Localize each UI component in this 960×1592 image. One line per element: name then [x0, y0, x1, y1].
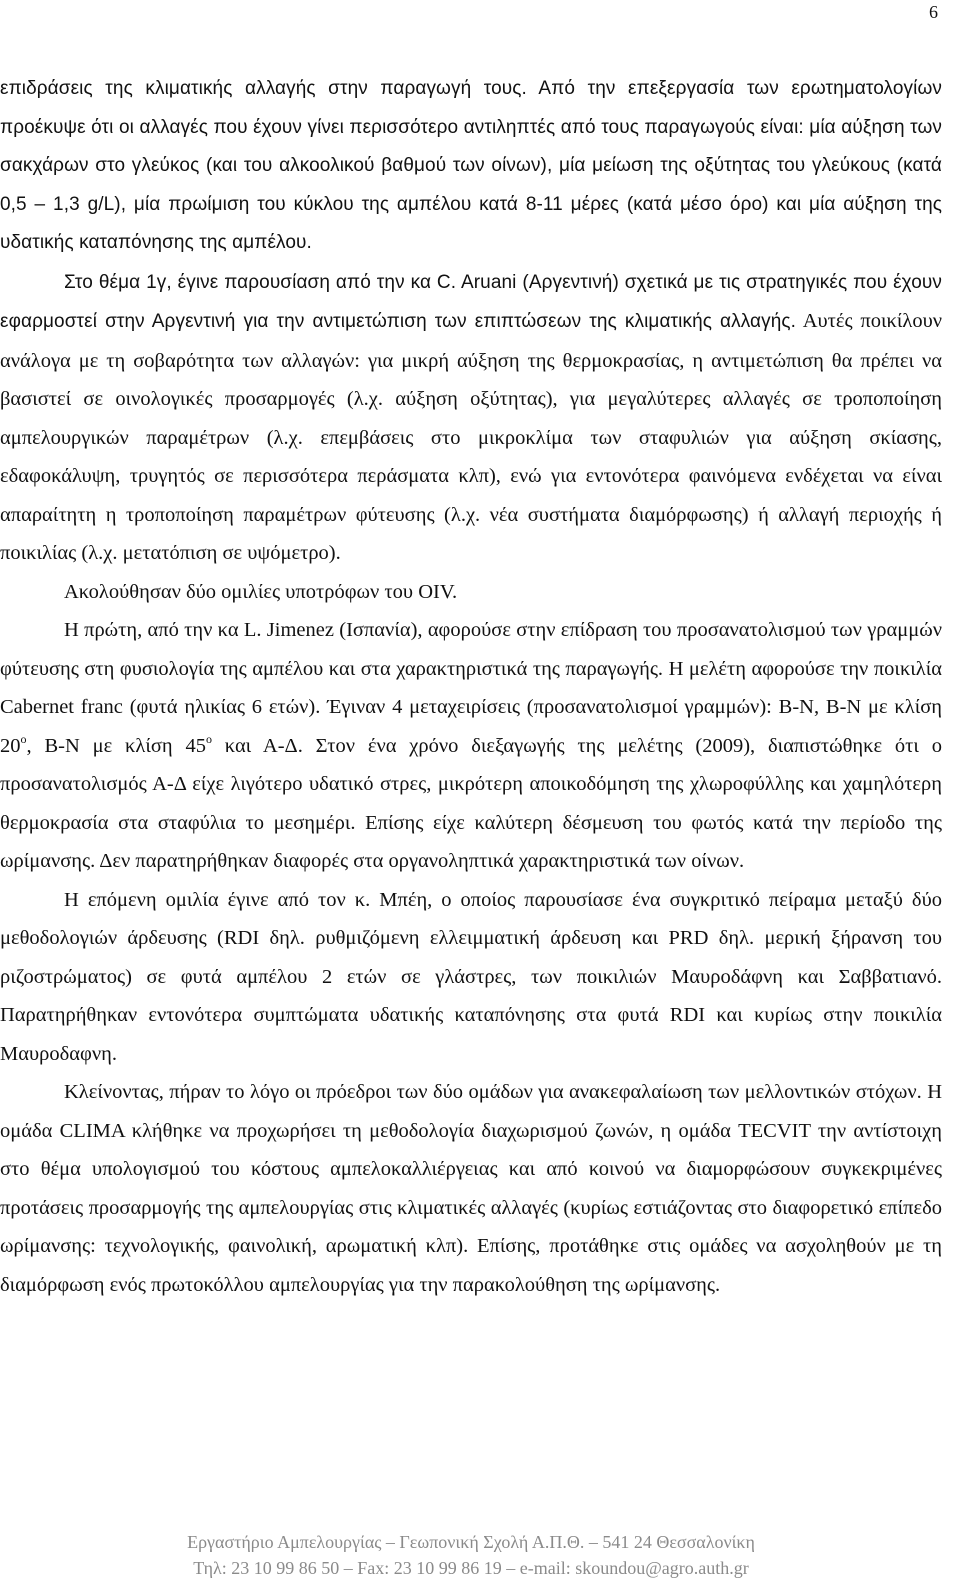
- paragraph-bei-study: Η επόμενη ομιλία έγινε από τον κ. Μπέη, ο οποίος παρουσίασε ένα συγκριτικό πείραμα μεταξύ δύο μεθοδολογιών άρδευσης (RDI δηλ. ρυθμιζόμενη ελλειμματική άρδευση και PRD δηλ. μερική ξήρανση του ριζοστρώματος) σε φυτά αμπέλου 2 ετών σε γλάστρες, των ποικιλιών Μαυροδάφνη και Σαββατιανό. Παρατηρήθηκαν εντονότερα συμπτώματα υδατικής καταπόνησης στα φυτά RDI και κυρίως στην ποικιλία Μαυροδαφνη.: [0, 888, 942, 1065]
- paragraph-oiv-talks: Ακολούθησαν δύο ομιλίες υποτρόφων του OIV.: [64, 580, 458, 603]
- paragraph-closing: Κλείνοντας, πήραν το λόγο οι πρόεδροι των δύο ομάδων για ανακεφαλαίωση των μελλοντικών στόχων. Η ομάδα CLIMA κλήθηκε να προχωρήσει τη μεθοδολογία διαχωρισμού ζωνών, η ομάδα TECVIT την αντίστοιχη στο θέμα υπολογισμού του κόστους αμπελοκαλλιέργειας και από κοινού να διαμορφώσουν συγκεκριμένες προτάσεις προσαρμογής της αμπελουργίας στις κλιματικές αλλαγές (κυρίως εστιάζοντας στο διαφορετικό επίπεδο ωρίμανσης: τεχνολογικής, φαινολική, αρωματική κλπ). Επίσης, προτάθηκε στις ομάδες να ασχοληθούν με τη διαμόρφωση ενός πρωτοκόλλου αμπελουργίας για την παρακολούθηση της ωρίμανσης.: [0, 1081, 942, 1296]
- footer-address: Εργαστήριο Αμπελουργίας – Γεωπονική Σχολή Α.Π.Θ. – 541 24 Θεσσαλονίκη: [187, 1532, 755, 1552]
- paragraph-survey-results: επιδράσεις της κλιματικής αλλαγής στην παραγωγή τους. Από την επεξεργασία των ερωτηματολογίων προέκυψε ότι οι αλλαγές που έχουν γίνει περισσότερο αντιληπτές από τους παραγωγούς είναι: μία αύξηση των σακχάρων στο γλεύκος (και του αλκοολικού βαθμού των οίνων), μία μείωση της οξύτητας του γλεύκους (κατά 0,5 – 1,3 g/L), μία πρωίμιση του κύκλου της αμπέλου κατά 8-11 μέρες (κατά μέσο όρο) και μία αύξηση της υδατικής καταπόνησης της αμπέλου.: [0, 78, 942, 253]
- jimenez-text-b: , B-N με κλίση 45: [26, 734, 206, 757]
- footer-contact: Τηλ: 23 10 99 86 50 – Fax: 23 10 99 86 19 – e-mail: skoundou@agro.auth.gr: [193, 1558, 749, 1578]
- jimenez-text-a: Η πρώτη, από την κα L. Jimenez (Ισπανία), αφορούσε στην επίδραση του προσανατολισμού των γραμμών φύτευσης στη φυσιολογία της αμπέλου και στα χαρακτηριστικά της παραγωγής. Η μελέτη αφορούσε την ποικιλία Cabernet franc (φυτά ηλικίας 6 ετών). Έγιναν 4 μεταχειρίσεις (προσανατολισμοί γραμμών): B-N, B-N με κλίση 20: [0, 619, 942, 757]
- page-number: 6: [929, 2, 938, 22]
- paragraph-jimenez-study: [0, 611, 942, 881]
- paragraph-argentina-strategies: [0, 263, 942, 573]
- degree-superscript: ο: [205, 731, 212, 746]
- argentina-detail-text: Αυτές ποικίλουν ανάλογα με τη σοβαρότητα των αλλαγών: για μικρή αύξηση της θερμοκρασίας, η αντιμετώπιση θα πρέπει να βασιστεί σε οινολογικές προσαρμογές (λ.χ. αύξηση οξύτητας), για μεγαλύτερες αλλαγές σε τροποποίηση αμπελουργικών παραμέτρων (λ.χ. επεμβάσεις στο μικροκλίμα των σταφυλιών για αύξηση σκίασης, εδαφοκάλυψη, τρυγητός σε περισσότερα περάσματα κλπ), ενώ για εντονότερα φαινόμενα ενδέχεται να είναι απαραίτητη η τροποποίηση παραμέτρων φύτευσης (λ.χ. νέα συστήματα διαμόρφωσης) ή αλλαγή περιοχής ή ποικιλίας (λ.χ. μετατόπιση σε υψόμετρο).: [0, 310, 942, 564]
- document-body: [0, 70, 942, 1304]
- argentina-intro-text: Στο θέμα 1γ, έγινε παρουσίαση από την κα C. Aruani (Αργεντινή) σχετικά με τις στρατηγικές που έχουν εφαρμοστεί στην Αργεντινή για την αντιμετώπιση των επιπτώσεων της κλιματικής αλλαγής.: [0, 271, 942, 332]
- degree-superscript: ο: [20, 731, 27, 746]
- jimenez-text-c: και Α-Δ. Στον ένα χρόνο διεξαγωγής της μελέτης (2009), διαπιστώθηκε ότι ο προσανατολισμός Α-Δ είχε λιγότερο υδατικό στρες, μικρότερη αποικοδόμηση της χλωροφύλλης και χαμηλότερη θερμοκρασία στα σταφύλια το μεσημέρι. Επίσης είχε καλύτερη δέσμευση του φωτός κατά την περίοδο της ωρίμανσης. Δεν παρατηρήθηκαν διαφορές στα οργανοληπτικά χαρακτηριστικά των οίνων.: [0, 734, 942, 872]
